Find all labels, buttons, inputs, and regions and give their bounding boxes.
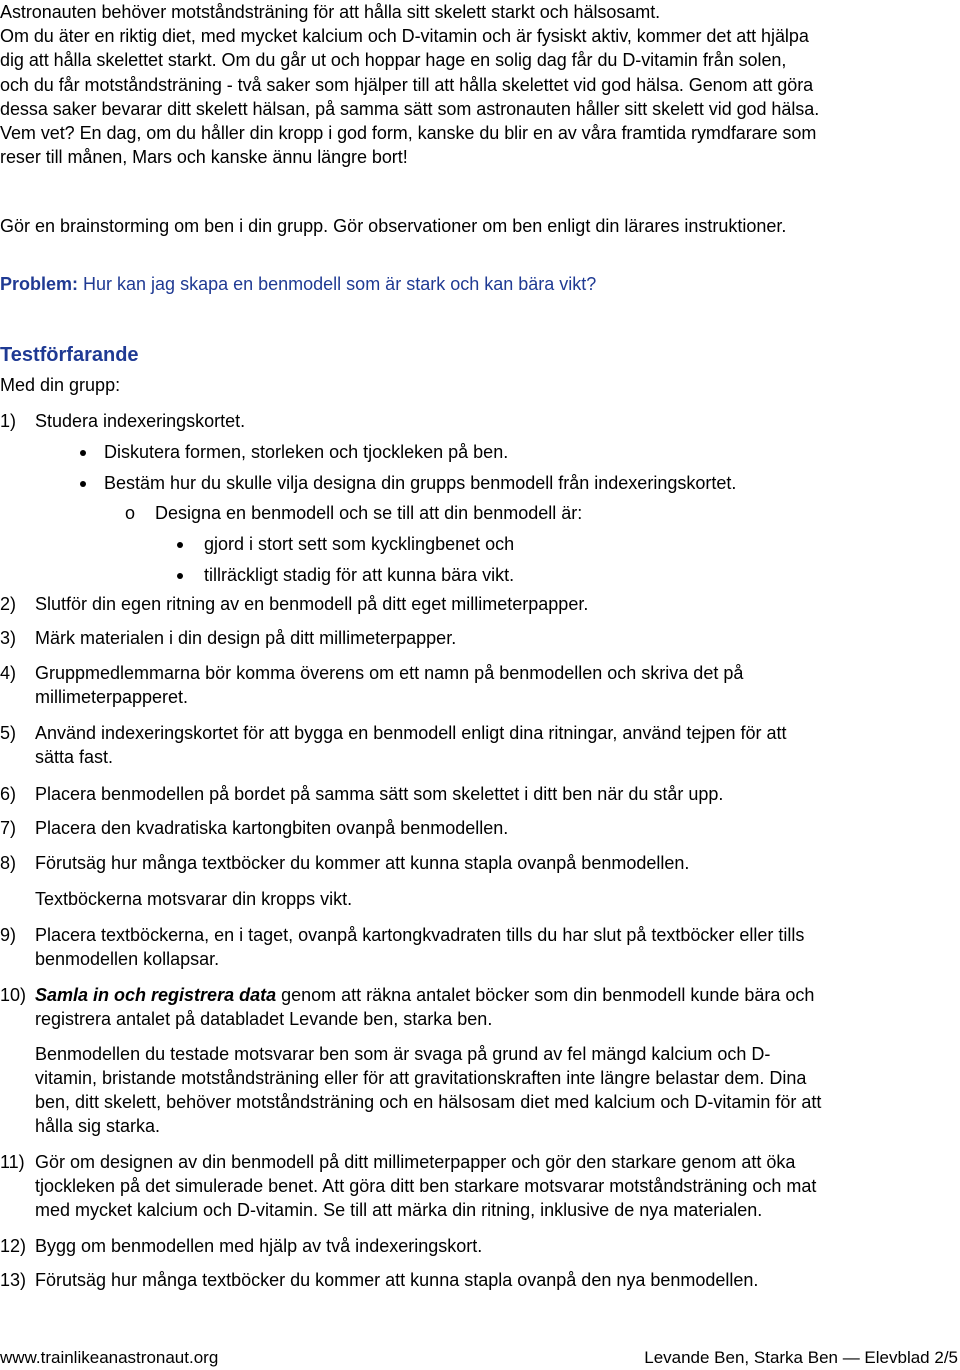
step-number: 11) [0, 1152, 25, 1172]
intro-line: Astronauten behöver motståndsträning för att hålla sitt skelett starkt och hälsosamt. [0, 2, 661, 22]
intro-line: Vem vet? En dag, om du håller din kropp i god form, kanske du blir en av våra framtida rymdfarare som [0, 122, 817, 143]
step-10-text [35, 983, 955, 1031]
step-8-text: Förutsäg hur många textböcker du kommer att kunna stapla ovanpå benmodellen. [35, 853, 690, 873]
step-9-line: benmodellen kollapsar. [35, 949, 220, 969]
step-11-line: tjockleken på det simulerade benet. Att göra ditt ben starkare motsvarar motståndsträning och mat [35, 1176, 817, 1196]
step-number: 6) [0, 784, 17, 804]
step-4-line: millimeterpapperet. [35, 687, 189, 707]
step-13-text: Förutsäg hur många textböcker du kommer att kunna stapla ovanpå den nya benmodellen. [35, 1270, 759, 1290]
step-number: 12) [0, 1236, 27, 1256]
step-1-subitem: Designa en benmodell och se till att din benmodell är: [155, 503, 583, 523]
step-10-line-rest: genom att räkna antalet böcker som din benmodell kunde bära och [276, 985, 815, 1005]
step-10-line [35, 983, 955, 1007]
problem-text: Hur kan jag skapa en benmodell som är stark och kan bära vikt? [78, 274, 597, 294]
intro-line: dessa saker bevarar ditt skelett hälsan, på samma sätt som astronauten håller sitt skelett vid god hälsa. [0, 98, 820, 119]
step-8-note: Textböckerna motsvarar din kropps vikt. [35, 889, 353, 909]
circle-bullet-icon: o [125, 503, 136, 523]
step-9-text [35, 923, 955, 971]
step-10-emphasis: Samla in och registrera data [35, 985, 277, 1005]
step-2-text: Slutför din egen ritning av en benmodell på ditt eget millimeterpapper. [35, 594, 589, 614]
step-number: 8) [0, 853, 17, 873]
step-number: 3) [0, 628, 17, 648]
step-6-text: Placera benmodellen på bordet på samma sätt som skelettet i ditt ben när du står upp. [35, 784, 724, 804]
step-4-line: Gruppmedlemmarna bör komma överens om ett namn på benmodellen och skriva det på [35, 663, 744, 683]
problem-statement [0, 272, 596, 296]
step-10-para-line: Benmodellen du testade motsvarar ben som är svaga på grund av fel mängd kalcium och D- [35, 1044, 771, 1064]
step-number: 13) [0, 1270, 27, 1290]
bullet-icon [80, 450, 86, 456]
brainstorm-instruction: Gör en brainstorming om ben i din grupp. Gör observationer om ben enligt din lärares instruktioner. [0, 216, 787, 236]
step-1-bullet: Bestäm hur du skulle vilja designa din grupps benmodell från indexeringskortet. [104, 473, 737, 493]
step-1-bullet: Diskutera formen, storleken och tjockleken på ben. [104, 442, 509, 462]
bullet-icon [177, 542, 183, 548]
step-10-para-line: hålla sig starka. [35, 1116, 161, 1136]
step-1-text: Studera indexeringskortet. [35, 411, 246, 431]
step-number: 7) [0, 818, 17, 838]
step-number: 10) [0, 985, 27, 1005]
footer-website: www.trainlikeanastronaut.org [0, 1348, 219, 1367]
step-11-line: med mycket kalcium och D-vitamin. Se till att märka din ritning, inklusive de nya materialen. [35, 1200, 763, 1220]
step-number: 9) [0, 925, 17, 945]
step-10-explanation [35, 1042, 955, 1138]
intro-line: reser till månen, Mars och kanske ännu längre bort! [0, 147, 408, 168]
step-1-subbullet: gjord i stort sett som kycklingbenet och [204, 534, 515, 554]
footer-page-label: Levande Ben, Starka Ben — Elevblad 2/5 [644, 1348, 958, 1367]
step-10-line: registrera antalet på databladet Levande ben, starka ben. [35, 1009, 493, 1029]
problem-label: Problem: [0, 274, 79, 294]
intro-paragraph [0, 0, 958, 169]
step-4-text [35, 661, 955, 709]
step-11-line: Gör om designen av din benmodell på ditt millimeterpapper och gör den starkare genom att öka [35, 1152, 796, 1172]
step-number: 5) [0, 723, 17, 743]
procedure-heading: Testförfarande [0, 344, 139, 366]
step-5-line: Använd indexeringskortet för att bygga en benmodell enligt dina ritningar, använd tejpen för att [35, 723, 787, 743]
intro-line: och du får motståndsträning - två saker som hjälper till att hålla skelettet vid god hälsa. Genom att göra [0, 74, 814, 95]
step-number: 4) [0, 663, 17, 683]
step-10-para-line: vitamin, bristande motståndsträning eller för att gravitationskraften inte längre belastar dem. Dina [35, 1068, 807, 1088]
step-7-text: Placera den kvadratiska kartongbiten ovanpå benmodellen. [35, 818, 509, 838]
step-number: 2) [0, 594, 17, 614]
step-5-text [35, 721, 955, 769]
step-12-text: Bygg om benmodellen med hjälp av två indexeringskort. [35, 1236, 483, 1256]
bullet-icon [80, 481, 86, 487]
step-10-para-line: ben, ditt skelett, behöver motståndsträning och en hälsosam diet med kalcium och D-vitamin för att [35, 1092, 822, 1112]
intro-line: Om du äter en riktig diet, med mycket kalcium och D-vitamin och är fysiskt aktiv, kommer det att hjälpa [0, 26, 809, 47]
procedure-subheading: Med din grupp: [0, 375, 121, 395]
step-1-subbullet: tillräckligt stadig för att kunna bära vikt. [204, 565, 515, 585]
step-9-line: Placera textböckerna, en i taget, ovanpå kartongkvadraten tills du har slut på textböcker eller tills [35, 925, 805, 945]
step-5-line: sätta fast. [35, 747, 114, 767]
bullet-icon [177, 573, 183, 579]
intro-line: dig att hålla skelettet starkt. Om du går ut och hoppar hage en solig dag får du D-vitamin från solen, [0, 50, 787, 71]
step-3-text: Märk materialen i din design på ditt millimeterpapper. [35, 628, 457, 648]
step-11-text [35, 1150, 955, 1222]
step-number: 1) [0, 411, 17, 431]
